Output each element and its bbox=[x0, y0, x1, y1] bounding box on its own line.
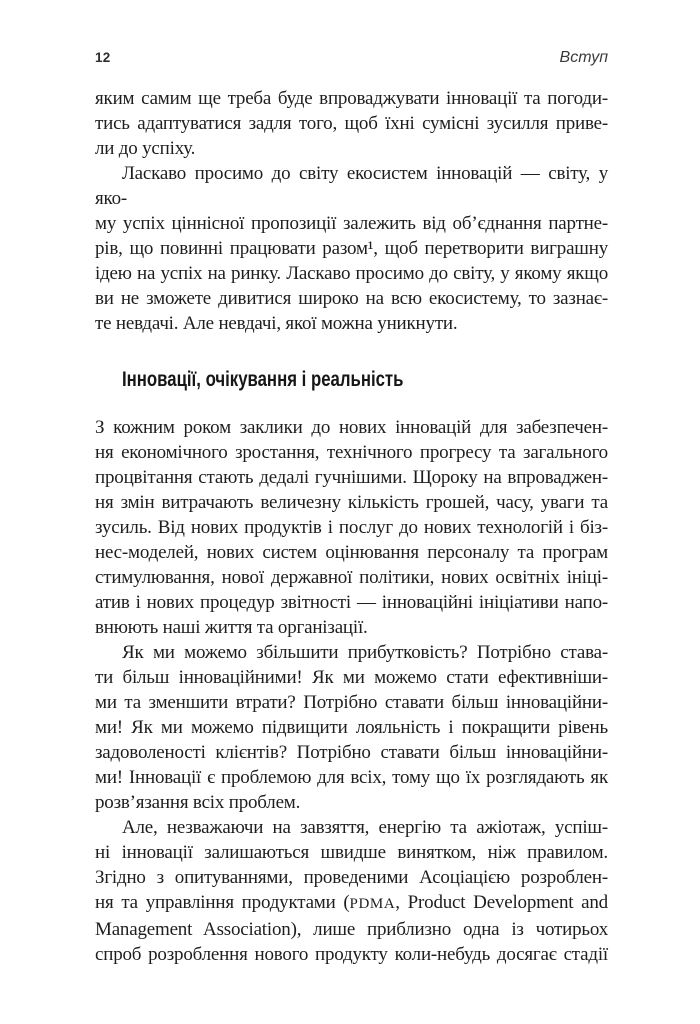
text-line: задоволеності клієнтів? Потрібно ставати більш інноваційни- bbox=[95, 742, 608, 763]
text-line: Management Association), лише приблизно одна із чотирьох bbox=[95, 919, 608, 940]
text-line: тись адаптуватися задля того, щоб їхні сумісні зусилля приве- bbox=[95, 113, 608, 134]
text-line: стимулювання, нової державної політики, нових освітніх ініці- bbox=[95, 567, 608, 588]
text-line: ти більш інноваційними! Як ми можемо стати ефективніши- bbox=[95, 667, 608, 688]
text-line: процвітання стають дедалі гучнішими. Щороку на впроваджен- bbox=[95, 467, 608, 488]
smallcaps-acronym: PDMA bbox=[349, 896, 396, 912]
section-heading bbox=[95, 366, 608, 392]
text-line: внюють наші життя та організації. bbox=[95, 617, 368, 638]
text-line: те невдачі. Але невдачі, якої можна уникнути. bbox=[95, 313, 458, 334]
text-line: Ласкаво просимо до світу екосистем інновацій — світу, у яко- bbox=[95, 163, 608, 209]
running-head: Вступ bbox=[559, 49, 608, 66]
text-line: ідею на успіх на ринку. Ласкаво просимо до світу, у якому якщо bbox=[95, 263, 608, 284]
paragraph bbox=[95, 815, 608, 967]
page-number: 12 bbox=[95, 50, 111, 65]
text-line: ми! Інновації є проблемою для всіх, тому що їх розглядають як bbox=[95, 767, 608, 788]
text-line: розв’язання всіх проблем. bbox=[95, 792, 301, 813]
text-line: ня змін витрачають величезну кількість грошей, часу, уваги та bbox=[95, 492, 608, 513]
paragraph bbox=[95, 161, 608, 336]
text-line: ли до успіху. bbox=[95, 138, 196, 159]
text-line: зусиль. Від нових продуктів і послуг до нових технологій і біз- bbox=[95, 517, 608, 538]
text-line: З кожним роком заклики до нових інновацій для забезпечен- bbox=[95, 417, 608, 438]
text-line: яким самим ще треба буде впроваджувати інновації та погоди- bbox=[95, 88, 608, 109]
text-line: Як ми можемо збільшити прибутковість? Потрібно става- bbox=[122, 642, 608, 663]
text-line: рів, що повинні працювати разом¹, щоб перетворити виграшну bbox=[95, 238, 608, 259]
text-line: ми та зменшити втрати? Потрібно ставати більш інноваційни- bbox=[95, 692, 608, 713]
text-line: спроб розроблення нового продукту коли-небудь досягає стадії bbox=[95, 944, 608, 965]
paragraph bbox=[95, 415, 608, 640]
text-line: му успіх ціннісної пропозиції залежить від об’єднання партне- bbox=[95, 213, 608, 234]
text-line: атив і нових процедур звітності — інноваційні ініціативи напо- bbox=[95, 592, 608, 613]
text-line: ні інновації залишаються швидше винятком, ніж правилом. bbox=[95, 842, 608, 863]
text-line: ня економічного зростання, технічного прогресу та загального bbox=[95, 442, 608, 463]
text-line: ми! Як ми можемо підвищити лояльність і покращити рівень bbox=[95, 717, 608, 738]
text-line: Згідно з опитуваннями, проведеними Асоціацією розроблен- bbox=[95, 867, 608, 888]
section-heading-text: Інновації, очікування і реальність bbox=[122, 367, 404, 391]
paragraph bbox=[95, 640, 608, 815]
text-line: ви не зможете дивитися широко на всю екосистему, то зазнає- bbox=[95, 288, 608, 309]
page-header bbox=[95, 49, 608, 67]
page-content bbox=[95, 86, 608, 967]
paragraph bbox=[95, 86, 608, 161]
text-line: нес-моделей, нових систем оцінювання персоналу та програм bbox=[95, 542, 608, 563]
text-line: ня та управління продуктами (PDMA, Product Development and bbox=[95, 892, 608, 913]
text-line: Але, незважаючи на завзяття, енергію та ажіотаж, успіш- bbox=[122, 817, 608, 838]
